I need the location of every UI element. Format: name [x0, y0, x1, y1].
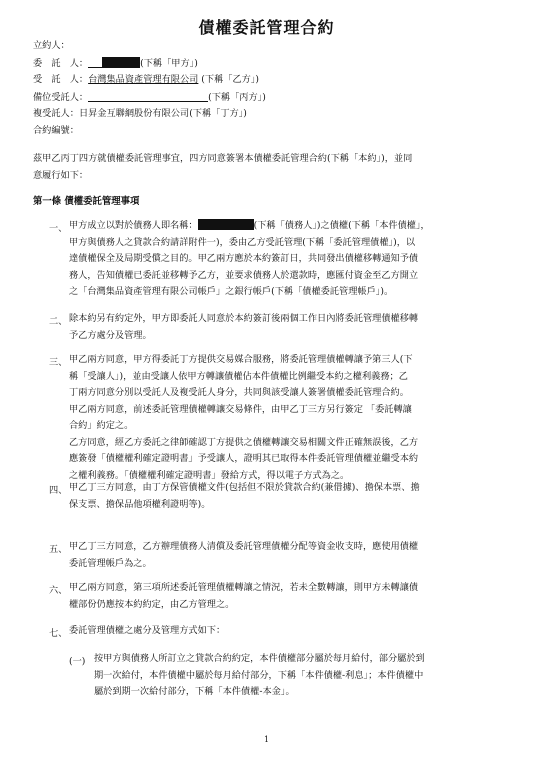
parties-header: 立約人：: [33, 40, 70, 51]
clause-segment: 甲方成立以對於債務人即名稱：: [69, 220, 198, 231]
delegator-line: [33, 57, 198, 70]
clause-number: 二、: [49, 316, 68, 327]
clause-line: [69, 418, 418, 435]
preparer-suffix: (下稱「丙方」): [208, 92, 266, 103]
agent-label: 複受託人：: [33, 108, 79, 119]
clause-text: [69, 311, 418, 344]
clause-line: [69, 556, 418, 573]
clause-segment: 務人，告知債權已委託並移轉予乙方，並要求債務人於還款時，應匯付資金至乙方開立: [69, 269, 419, 281]
clause-segment: 甲乙丁三方同意，由丁方保管債權文件(包括但不限於貸款合約(兼借據)、擔保本票、擔: [69, 482, 420, 493]
trustee-label: 受 託 人：: [33, 74, 89, 85]
clause-line: [69, 497, 420, 514]
clause-number: 三、: [49, 357, 68, 368]
clause-line: [69, 235, 430, 252]
page-number: 1: [263, 735, 270, 744]
clause-line: [69, 328, 418, 345]
clause-segment: 甲乙兩方同意，甲方得委託丁方提供交易媒合服務，將委託管理債權轉讓予第三人(下: [69, 354, 413, 365]
subclause-number: (一): [69, 656, 86, 667]
preamble: [33, 151, 412, 184]
redaction-block: [102, 57, 140, 68]
subclause-line: 屬於到期一次給付部分，下稱「本件債權-本金」。: [94, 686, 295, 697]
preparer-underline: [88, 91, 208, 102]
clause-segment: (下稱「債務人」)之債權(下稱「本件債權」，: [253, 220, 430, 231]
clause-segment: 應簽發「債權權利確定證明書」予受讓人，證明其已取得本件委託管理債權並繼受本約: [69, 453, 419, 464]
agent-name: 日昇金互聯網股份有限公司: [78, 108, 190, 119]
clause-number: 四、: [49, 485, 68, 496]
clause-segment: 委託管理帳戶為之。: [69, 557, 152, 569]
clause-number: 一、: [49, 223, 68, 234]
preparer-line: [33, 91, 266, 104]
clause-text: [69, 352, 418, 484]
clause-line: [69, 369, 418, 386]
preamble-line: 茲甲乙丙丁四方就債權委託管理事宜，四方同意簽署本債權委託管理合約(下稱「本約」)，並同: [33, 153, 413, 164]
clause-segment: 稱「受讓人」)，並由受讓人依甲方轉讓債權佔本件債權比例繼受本約之權利義務；乙: [69, 370, 408, 382]
clause-segment: 委託管理債權之處分及管理方式如下：: [69, 625, 226, 636]
clause-segment: 甲乙丁三方同意，乙方辦理債務人清償及委託管理債權分配等資金收支時，應使用債權: [69, 541, 419, 552]
clause-text: [69, 580, 418, 613]
redaction-block: [198, 219, 254, 230]
clause-text: [69, 218, 430, 301]
subclause-line: 按甲方與債務人所訂立之貸款合約約定，本件債權部分屬於每月給付，部分屬於到: [94, 653, 425, 664]
clause-segment: 甲方與債務人之貸款合約請詳附件一)，委由乙方受託管理(下稱「委託管理債權」)，以: [69, 236, 416, 248]
clause-line: [69, 435, 418, 452]
clause-segment: 權部份仍應按本約約定，由乙方管理之。: [69, 598, 235, 610]
clause-text: [69, 480, 420, 513]
clause-text: [69, 539, 418, 572]
clause-segment: 甲乙兩方同意，第三項所述委託管理債權轉讓之情況，若未全數轉讓，則甲方未轉讓債: [69, 582, 419, 593]
delegator-suffix: (下稱「甲方」): [140, 58, 198, 69]
delegator-label: 委 託 人：: [33, 58, 89, 69]
clause-segment: 予乙方處分及管理。: [69, 329, 152, 341]
preamble-line: 意履行如下：: [33, 169, 89, 181]
preparer-label: 備位受託人：: [33, 92, 89, 103]
clause-segment: 丁兩方同意分別以受託人及複受託人身分，共同與該受讓人簽署債權委託管理合約。: [69, 387, 409, 398]
clause-line: [69, 623, 225, 640]
clause-segment: 除本約另有約定外，甲方即委託人同意於本約簽訂後兩個工作日內將委託管理債權移轉: [69, 313, 419, 324]
clause-line: [69, 385, 418, 402]
contract-number: 合約編號：: [33, 125, 79, 136]
clause-number: 七、: [49, 628, 68, 639]
clause-text: [69, 623, 225, 640]
clause-line: [69, 251, 430, 268]
trustee-name: 台灣集品資產管理有限公司: [88, 74, 199, 85]
subclause-line: 期一次給付，本件債權中屬於每月給付部分，下稱「本件債權-利息」；本件債權中: [94, 669, 424, 681]
clause-line: [69, 580, 418, 597]
clause-segment: 合約」約定之。: [69, 420, 134, 431]
clause-segment: 保支票、擔保品他項權利證明等)。: [69, 498, 211, 510]
page-title: 債權委託管理合約: [198, 18, 335, 37]
clause-segment: 之權利義務。「債權權利確定證明書」發給方式，得以電子方式為之。: [69, 469, 350, 481]
trustee-suffix: (下稱「乙方」): [201, 74, 259, 85]
clause-line: [69, 268, 430, 285]
clause-line: [69, 597, 418, 614]
clause-line: [69, 218, 430, 235]
clause-number: 六、: [49, 585, 68, 596]
clause-segment: 達債權保全及局期受償之目的。甲乙兩方應於本約簽訂日，共同發出債權移轉通知予債: [69, 253, 419, 264]
clause-line: [69, 451, 418, 468]
clause-line: [69, 352, 418, 369]
clause-segment: 乙方同意，經乙方委託之律師確認丁方提供之債權轉讓交易相關文件正確無誤後，乙方: [69, 436, 419, 448]
clause-line: [69, 284, 430, 301]
clause-line: [69, 480, 420, 497]
clause-line: [69, 311, 418, 328]
clause-segment: 之「台灣集品資產管理有限公司帳戶」之銀行帳戶(下稱「債權委託管理帳戶」)。: [69, 286, 394, 297]
agent-suffix: (下稱「丁方」): [189, 108, 247, 119]
clause-number: 五、: [49, 544, 68, 555]
trustee-line: [33, 74, 259, 86]
clause-line: [69, 539, 418, 556]
clause-line: [69, 402, 418, 419]
agent-line: [33, 108, 247, 120]
article-heading: 第一條 債權委託管理事項: [33, 196, 140, 207]
delegator-underline: [88, 57, 102, 68]
clause-segment: 甲乙兩方同意，前述委託管理債權轉讓交易條件，由甲乙丁三方另行簽定 「委託轉讓: [69, 403, 412, 415]
subclause-text: [94, 651, 425, 701]
